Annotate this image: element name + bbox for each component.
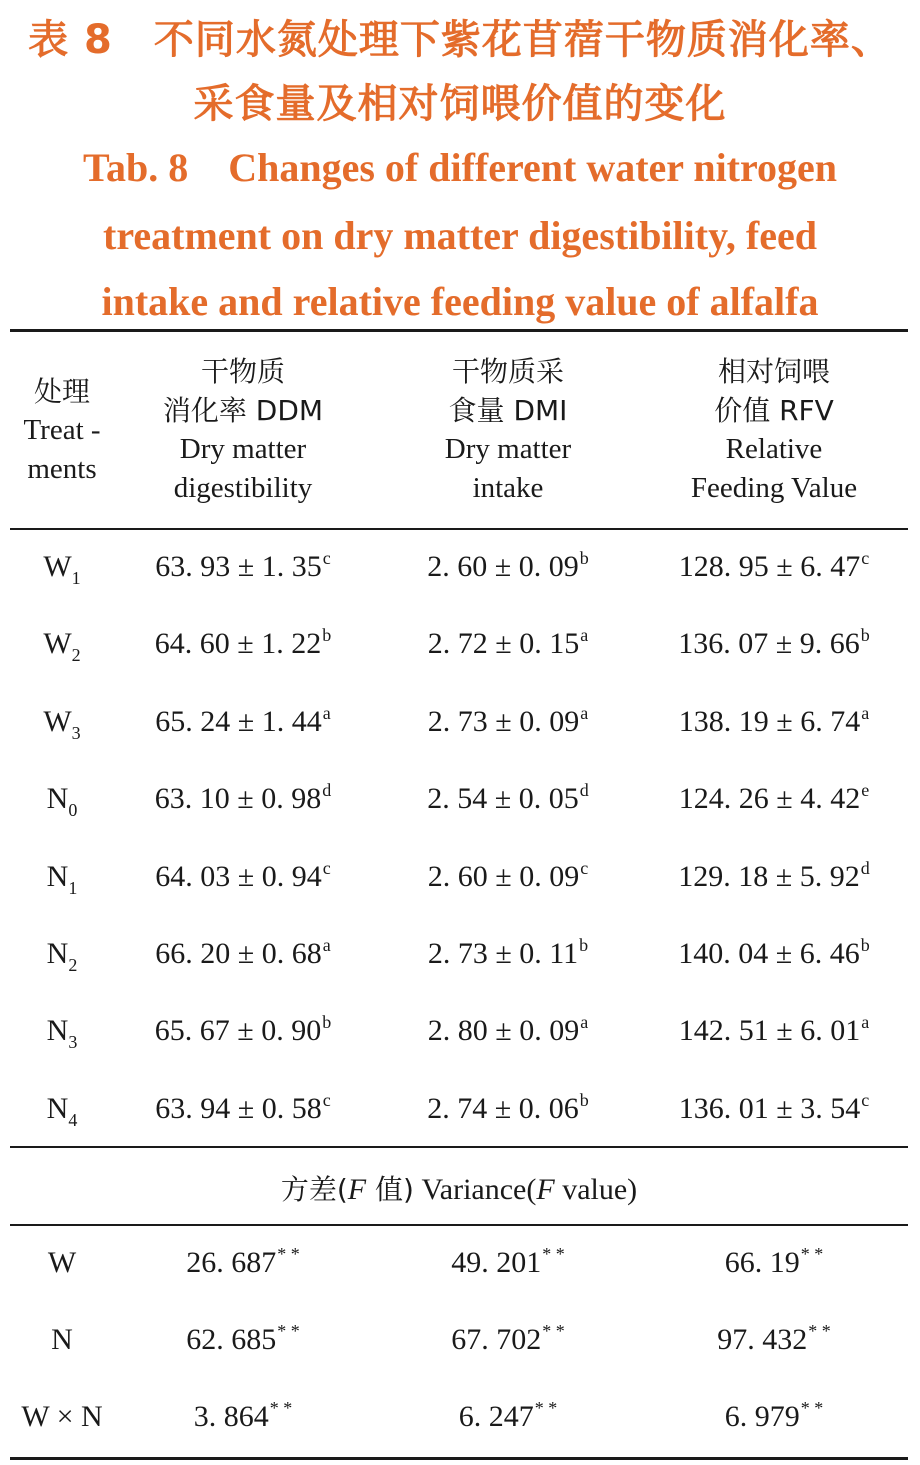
row-treatment: $N_2$ (46, 937, 78, 975)
row-ddm-value: 63. 10 ± 0. 98$^d$ (154, 780, 332, 815)
row-rfv-value: 140. 04 ± 6. 46$^b$ (678, 935, 870, 970)
header-rfv-en-2: Feeding Value (690, 472, 858, 504)
header-rfv (640, 352, 908, 508)
row-ddm-value: 65. 67 ± 0. 90$^b$ (154, 1012, 332, 1047)
variance-ddm-value: 62. 685* * (186, 1321, 300, 1356)
row-ddm-value: 63. 93 ± 1. 35$^c$ (155, 548, 331, 583)
header-dmi-en-2: intake (472, 472, 544, 504)
header-dmi (378, 352, 638, 508)
row-rfv-value: 129. 18 ± 5. 92$^d$ (678, 858, 870, 893)
variance-factor: W (47, 1246, 77, 1279)
row-treatment: $N_4$ (46, 1092, 78, 1130)
title-english-line-1: Tab. 8 Changes of different water nitrogen (82, 145, 838, 190)
row-treatment: $N_3$ (46, 1014, 78, 1052)
variance-label: 方差(F 值) Variance(F value) (280, 1173, 638, 1206)
row-dmi-value: 2. 60 ± 0. 09$^b$ (427, 548, 589, 583)
variance-dmi-value: 67. 702* * (451, 1321, 565, 1356)
header-bottom-rule (10, 528, 908, 530)
row-dmi-value: 2. 72 ± 0. 15$^a$ (427, 625, 589, 660)
row-treatment: $N_0$ (46, 782, 78, 820)
header-rfv-cn-1: 相对饲喂 (717, 355, 830, 388)
title-english-line-2: treatment on dry matter digestibility, feed (103, 213, 817, 258)
variance-ddm-value: 26. 687* * (186, 1244, 300, 1279)
variance-label-rule (10, 1224, 908, 1226)
variance-dmi-value: 49. 201* * (451, 1244, 565, 1279)
header-rfv-en-1: Relative (725, 433, 823, 465)
data-bottom-rule (10, 1146, 908, 1148)
variance-factor: N (51, 1323, 73, 1356)
table-bottom-rule (10, 1457, 908, 1460)
title-english-line-3: intake and relative feeding value of alfalfa (101, 279, 819, 324)
row-ddm-value: 64. 60 ± 1. 22$^b$ (154, 625, 332, 660)
table-top-rule (10, 329, 908, 332)
header-dmi-en-1: Dry matter (444, 433, 572, 465)
row-dmi-value: 2. 54 ± 0. 05$^d$ (427, 780, 589, 815)
row-dmi-value: 2. 73 ± 0. 11$^b$ (427, 935, 589, 970)
row-ddm-value: 63. 94 ± 0. 58$^c$ (155, 1090, 331, 1125)
row-treatment: $W_1$ (43, 550, 81, 588)
header-ddm-cn-1: 干物质 (200, 355, 285, 388)
variance-factor: W × N (21, 1400, 103, 1433)
row-rfv-value: 124. 26 ± 4. 42e (678, 780, 870, 815)
row-ddm-value: 64. 03 ± 0. 94$^c$ (155, 858, 331, 893)
row-dmi-value: 2. 74 ± 0. 06$^b$ (427, 1090, 589, 1125)
header-ddm-en-2: digestibility (173, 472, 313, 504)
header-dmi-cn-1: 干物质采 (451, 355, 564, 388)
row-treatment: $W_2$ (43, 627, 81, 665)
header-ddm-en-1: Dry matter (179, 433, 307, 465)
header-treatments-en-2: ments (27, 453, 97, 485)
row-rfv-value: 142. 51 ± 6. 01$^a$ (678, 1012, 870, 1047)
row-treatment: $W_3$ (43, 705, 81, 743)
row-ddm-value: 66. 20 ± 0. 68$^a$ (155, 935, 331, 970)
row-dmi-value: 2. 60 ± 0. 09$^c$ (427, 858, 589, 893)
variance-dmi-value: 6. 247* * (458, 1398, 558, 1433)
variance-ddm-value: 3. 864* * (193, 1398, 293, 1433)
variance-rfv-value: 66. 19* * (724, 1244, 824, 1279)
row-ddm-value: 65. 24 ± 1. 44$^a$ (155, 703, 331, 738)
variance-rfv-value: 6. 979* * (724, 1398, 824, 1433)
variance-rfv-value: 97. 432* * (717, 1321, 831, 1356)
row-rfv-value: 128. 95 ± 6. 47$^c$ (678, 548, 870, 583)
header-ddm (118, 352, 368, 508)
header-ddm-cn-2: 消化率 DDM (162, 394, 324, 427)
row-rfv-value: 136. 01 ± 3. 54$^c$ (678, 1090, 870, 1125)
header-treatments-cn: 处理 (33, 375, 90, 408)
row-rfv-value: 138. 19 ± 6. 74$^a$ (678, 703, 870, 738)
title-chinese-line-2: 采食量及相对饲喂价值的变化 (193, 81, 727, 127)
header-treatments-en-1: Treat - (23, 414, 101, 446)
row-rfv-value: 136. 07 ± 9. 66$^b$ (678, 625, 870, 660)
title-chinese-line-1: 表 8 不同水氮处理下紫花苜蓿干物质消化率、 (28, 17, 892, 63)
header-dmi-cn-2: 食量 DMI (448, 394, 568, 427)
row-dmi-value: 2. 73 ± 0. 09$^a$ (427, 703, 589, 738)
row-dmi-value: 2. 80 ± 0. 09$^a$ (427, 1012, 589, 1047)
row-treatment: $N_1$ (46, 860, 78, 898)
header-treatments (10, 372, 114, 489)
header-rfv-cn-2: 价值 RFV (714, 394, 834, 427)
